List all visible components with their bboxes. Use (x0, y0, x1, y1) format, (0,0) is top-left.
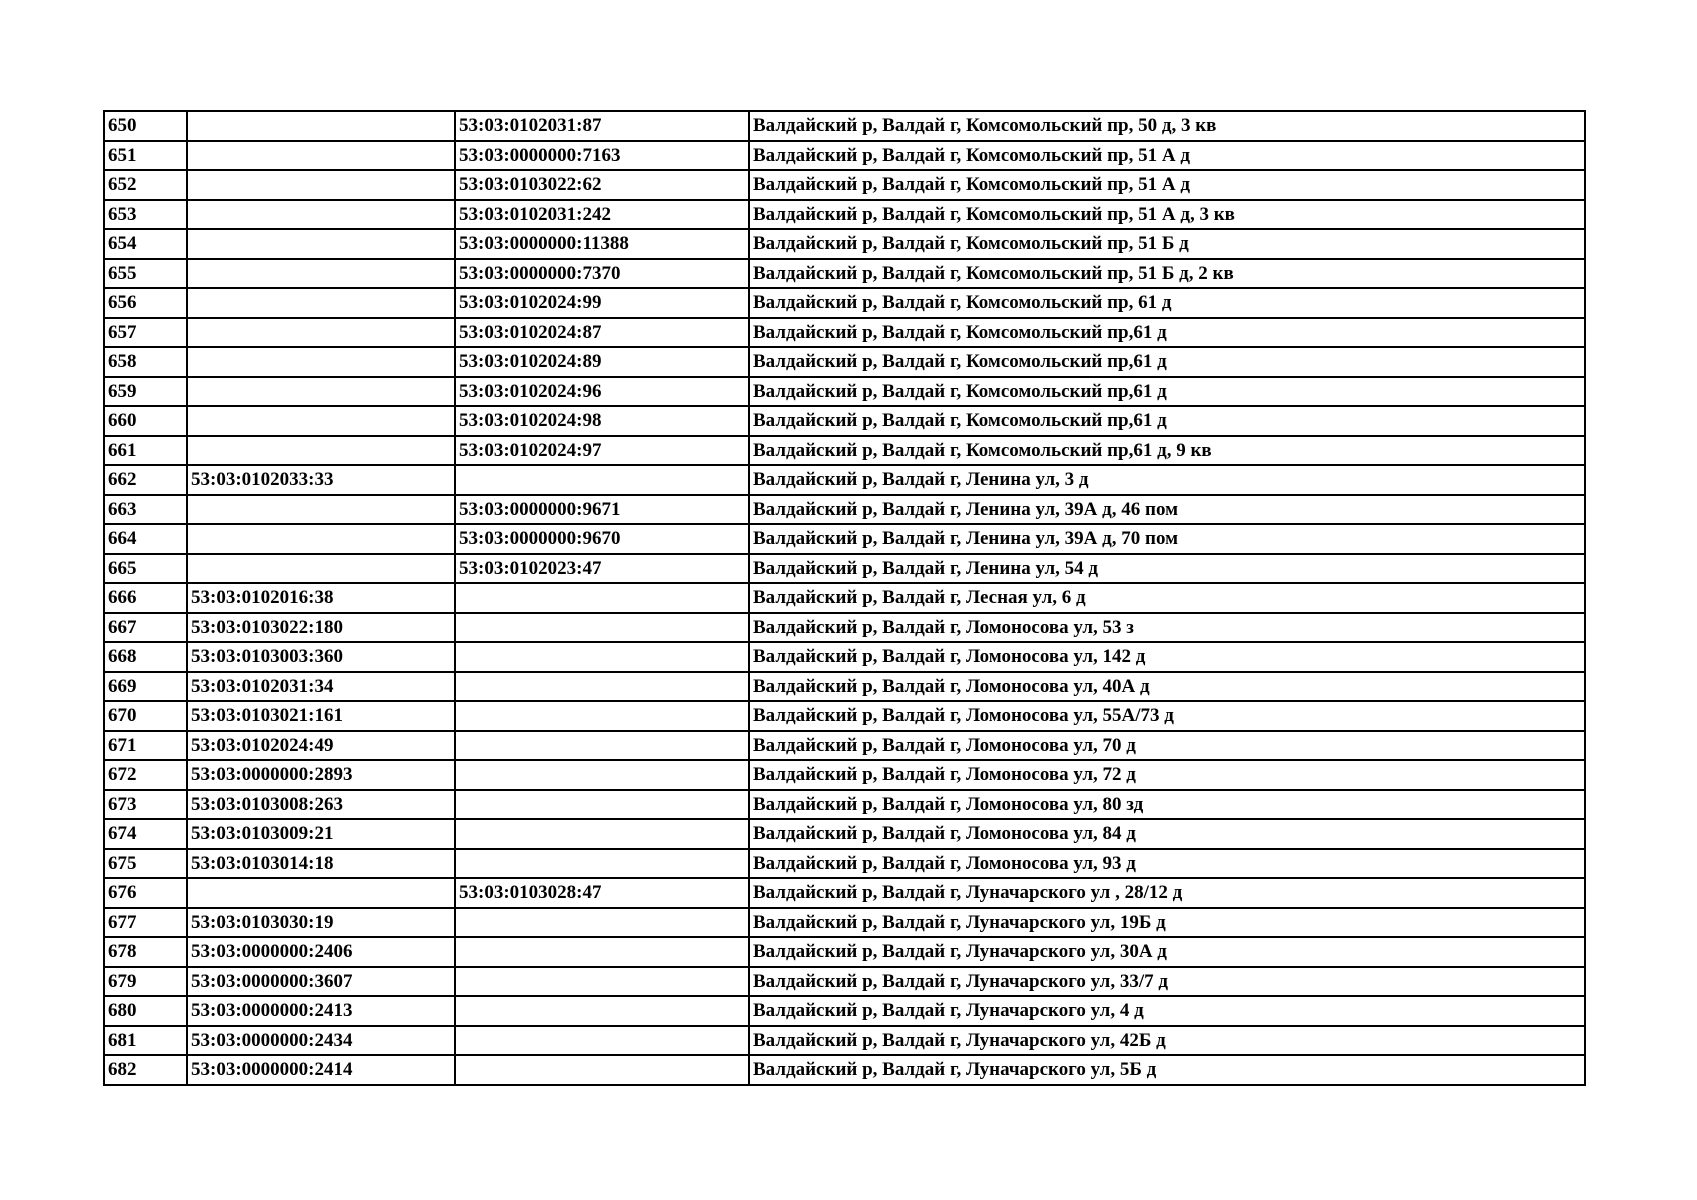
building-cadastral-number-cell: 53:03:0102024:97 (455, 436, 749, 466)
property-registry-table (103, 110, 1586, 1086)
row-number-cell: 651 (104, 141, 187, 171)
table-row (104, 878, 1585, 908)
building-cadastral-number-cell (455, 1026, 749, 1056)
table-row (104, 170, 1585, 200)
address-cell: Валдайский р, Валдай г, Ленина ул, 39А д, 46 пом (749, 495, 1585, 525)
table-row (104, 524, 1585, 554)
land-cadastral-number-cell: 53:03:0103008:263 (187, 790, 455, 820)
address-cell: Валдайский р, Валдай г, Комсомольский пр, 51 Б д, 2 кв (749, 259, 1585, 289)
land-cadastral-number-cell (187, 318, 455, 348)
building-cadastral-number-cell: 53:03:0000000:11388 (455, 229, 749, 259)
table-row (104, 583, 1585, 613)
building-cadastral-number-cell (455, 1055, 749, 1085)
address-cell: Валдайский р, Валдай г, Ленина ул, 39А д, 70 пом (749, 524, 1585, 554)
land-cadastral-number-cell (187, 288, 455, 318)
row-number-cell: 677 (104, 908, 187, 938)
table-row (104, 288, 1585, 318)
building-cadastral-number-cell (455, 937, 749, 967)
table-row (104, 642, 1585, 672)
building-cadastral-number-cell (455, 819, 749, 849)
row-number-cell: 650 (104, 111, 187, 141)
land-cadastral-number-cell: 53:03:0000000:2434 (187, 1026, 455, 1056)
land-cadastral-number-cell: 53:03:0000000:2893 (187, 760, 455, 790)
building-cadastral-number-cell: 53:03:0102024:87 (455, 318, 749, 348)
row-number-cell: 682 (104, 1055, 187, 1085)
table-row (104, 1055, 1585, 1085)
address-cell: Валдайский р, Валдай г, Луначарского ул, 33/7 д (749, 967, 1585, 997)
land-cadastral-number-cell (187, 436, 455, 466)
address-cell: Валдайский р, Валдай г, Комсомольский пр, 61 д (749, 288, 1585, 318)
land-cadastral-number-cell (187, 878, 455, 908)
building-cadastral-number-cell: 53:03:0102024:99 (455, 288, 749, 318)
land-cadastral-number-cell: 53:03:0102033:33 (187, 465, 455, 495)
building-cadastral-number-cell: 53:03:0103022:62 (455, 170, 749, 200)
row-number-cell: 655 (104, 259, 187, 289)
address-cell: Валдайский р, Валдай г, Комсомольский пр,61 д (749, 406, 1585, 436)
land-cadastral-number-cell (187, 229, 455, 259)
row-number-cell: 678 (104, 937, 187, 967)
building-cadastral-number-cell (455, 613, 749, 643)
land-cadastral-number-cell: 53:03:0000000:3607 (187, 967, 455, 997)
land-cadastral-number-cell: 53:03:0103021:161 (187, 701, 455, 731)
table-row (104, 613, 1585, 643)
row-number-cell: 653 (104, 200, 187, 230)
building-cadastral-number-cell (455, 583, 749, 613)
land-cadastral-number-cell (187, 406, 455, 436)
table-row (104, 790, 1585, 820)
building-cadastral-number-cell (455, 908, 749, 938)
building-cadastral-number-cell (455, 672, 749, 702)
table-row (104, 377, 1585, 407)
building-cadastral-number-cell (455, 760, 749, 790)
table-row (104, 760, 1585, 790)
address-cell: Валдайский р, Валдай г, Луначарского ул, 30А д (749, 937, 1585, 967)
building-cadastral-number-cell: 53:03:0000000:9671 (455, 495, 749, 525)
address-cell: Валдайский р, Валдай г, Комсомольский пр,61 д, 9 кв (749, 436, 1585, 466)
table-row (104, 318, 1585, 348)
row-number-cell: 654 (104, 229, 187, 259)
land-cadastral-number-cell (187, 554, 455, 584)
building-cadastral-number-cell: 53:03:0000000:9670 (455, 524, 749, 554)
building-cadastral-number-cell: 53:03:0102024:89 (455, 347, 749, 377)
land-cadastral-number-cell: 53:03:0103009:21 (187, 819, 455, 849)
building-cadastral-number-cell (455, 996, 749, 1026)
address-cell: Валдайский р, Валдай г, Комсомольский пр, 50 д, 3 кв (749, 111, 1585, 141)
table-row (104, 554, 1585, 584)
row-number-cell: 657 (104, 318, 187, 348)
row-number-cell: 656 (104, 288, 187, 318)
address-cell: Валдайский р, Валдай г, Ломоносова ул, 84 д (749, 819, 1585, 849)
row-number-cell: 671 (104, 731, 187, 761)
address-cell: Валдайский р, Валдай г, Луначарского ул, 5Б д (749, 1055, 1585, 1085)
row-number-cell: 680 (104, 996, 187, 1026)
address-cell: Валдайский р, Валдай г, Луначарского ул, 19Б д (749, 908, 1585, 938)
building-cadastral-number-cell: 53:03:0103028:47 (455, 878, 749, 908)
row-number-cell: 668 (104, 642, 187, 672)
land-cadastral-number-cell (187, 141, 455, 171)
address-cell: Валдайский р, Валдай г, Комсомольский пр, 51 А д (749, 170, 1585, 200)
land-cadastral-number-cell: 53:03:0103022:180 (187, 613, 455, 643)
address-cell: Валдайский р, Валдай г, Луначарского ул, 4 д (749, 996, 1585, 1026)
address-cell: Валдайский р, Валдай г, Ломоносова ул, 55А/73 д (749, 701, 1585, 731)
table-row (104, 347, 1585, 377)
land-cadastral-number-cell: 53:03:0000000:2413 (187, 996, 455, 1026)
table-row (104, 229, 1585, 259)
address-cell: Валдайский р, Валдай г, Ломоносова ул, 93 д (749, 849, 1585, 879)
address-cell: Валдайский р, Валдай г, Ломоносова ул, 70 д (749, 731, 1585, 761)
land-cadastral-number-cell: 53:03:0000000:2414 (187, 1055, 455, 1085)
table-row (104, 436, 1585, 466)
address-cell: Валдайский р, Валдай г, Комсомольский пр,61 д (749, 318, 1585, 348)
building-cadastral-number-cell (455, 849, 749, 879)
address-cell: Валдайский р, Валдай г, Ленина ул, 3 д (749, 465, 1585, 495)
building-cadastral-number-cell: 53:03:0102031:87 (455, 111, 749, 141)
table-row (104, 141, 1585, 171)
address-cell: Валдайский р, Валдай г, Лесная ул, 6 д (749, 583, 1585, 613)
address-cell: Валдайский р, Валдай г, Луначарского ул , 28/12 д (749, 878, 1585, 908)
table-row (104, 819, 1585, 849)
land-cadastral-number-cell (187, 259, 455, 289)
row-number-cell: 675 (104, 849, 187, 879)
building-cadastral-number-cell: 53:03:0102023:47 (455, 554, 749, 584)
land-cadastral-number-cell: 53:03:0102031:34 (187, 672, 455, 702)
row-number-cell: 672 (104, 760, 187, 790)
land-cadastral-number-cell (187, 111, 455, 141)
address-cell: Валдайский р, Валдай г, Луначарского ул, 42Б д (749, 1026, 1585, 1056)
address-cell: Валдайский р, Валдай г, Комсомольский пр,61 д (749, 377, 1585, 407)
row-number-cell: 659 (104, 377, 187, 407)
table-row (104, 849, 1585, 879)
table-row (104, 406, 1585, 436)
land-cadastral-number-cell (187, 495, 455, 525)
table-row (104, 111, 1585, 141)
row-number-cell: 665 (104, 554, 187, 584)
row-number-cell: 667 (104, 613, 187, 643)
address-cell: Валдайский р, Валдай г, Ломоносова ул, 72 д (749, 760, 1585, 790)
address-cell: Валдайский р, Валдай г, Ломоносова ул, 40А д (749, 672, 1585, 702)
building-cadastral-number-cell: 53:03:0102024:98 (455, 406, 749, 436)
address-cell: Валдайский р, Валдай г, Комсомольский пр,61 д (749, 347, 1585, 377)
row-number-cell: 660 (104, 406, 187, 436)
table-row (104, 701, 1585, 731)
row-number-cell: 664 (104, 524, 187, 554)
row-number-cell: 669 (104, 672, 187, 702)
table-row (104, 908, 1585, 938)
building-cadastral-number-cell (455, 642, 749, 672)
address-cell: Валдайский р, Валдай г, Комсомольский пр, 51 А д (749, 141, 1585, 171)
table-row (104, 200, 1585, 230)
land-cadastral-number-cell (187, 200, 455, 230)
row-number-cell: 652 (104, 170, 187, 200)
registry-table-body (104, 111, 1585, 1085)
land-cadastral-number-cell (187, 347, 455, 377)
row-number-cell: 676 (104, 878, 187, 908)
land-cadastral-number-cell: 53:03:0102024:49 (187, 731, 455, 761)
table-row (104, 672, 1585, 702)
building-cadastral-number-cell: 53:03:0102031:242 (455, 200, 749, 230)
land-cadastral-number-cell (187, 524, 455, 554)
building-cadastral-number-cell: 53:03:0102024:96 (455, 377, 749, 407)
land-cadastral-number-cell: 53:03:0103003:360 (187, 642, 455, 672)
table-row (104, 967, 1585, 997)
building-cadastral-number-cell (455, 790, 749, 820)
row-number-cell: 670 (104, 701, 187, 731)
address-cell: Валдайский р, Валдай г, Ленина ул, 54 д (749, 554, 1585, 584)
address-cell: Валдайский р, Валдай г, Ломоносова ул, 142 д (749, 642, 1585, 672)
row-number-cell: 681 (104, 1026, 187, 1056)
address-cell: Валдайский р, Валдай г, Комсомольский пр, 51 Б д (749, 229, 1585, 259)
row-number-cell: 679 (104, 967, 187, 997)
row-number-cell: 674 (104, 819, 187, 849)
table-row (104, 937, 1585, 967)
building-cadastral-number-cell (455, 967, 749, 997)
table-row (104, 259, 1585, 289)
row-number-cell: 663 (104, 495, 187, 525)
table-row (104, 731, 1585, 761)
address-cell: Валдайский р, Валдай г, Ломоносова ул, 53 з (749, 613, 1585, 643)
land-cadastral-number-cell (187, 170, 455, 200)
land-cadastral-number-cell: 53:03:0000000:2406 (187, 937, 455, 967)
land-cadastral-number-cell: 53:03:0103030:19 (187, 908, 455, 938)
land-cadastral-number-cell: 53:03:0103014:18 (187, 849, 455, 879)
row-number-cell: 666 (104, 583, 187, 613)
row-number-cell: 673 (104, 790, 187, 820)
building-cadastral-number-cell: 53:03:0000000:7163 (455, 141, 749, 171)
table-row (104, 495, 1585, 525)
row-number-cell: 661 (104, 436, 187, 466)
land-cadastral-number-cell: 53:03:0102016:38 (187, 583, 455, 613)
address-cell: Валдайский р, Валдай г, Комсомольский пр, 51 А д, 3 кв (749, 200, 1585, 230)
row-number-cell: 662 (104, 465, 187, 495)
row-number-cell: 658 (104, 347, 187, 377)
table-row (104, 996, 1585, 1026)
table-row (104, 1026, 1585, 1056)
table-row (104, 465, 1585, 495)
building-cadastral-number-cell (455, 731, 749, 761)
building-cadastral-number-cell (455, 465, 749, 495)
land-cadastral-number-cell (187, 377, 455, 407)
building-cadastral-number-cell (455, 701, 749, 731)
building-cadastral-number-cell: 53:03:0000000:7370 (455, 259, 749, 289)
address-cell: Валдайский р, Валдай г, Ломоносова ул, 80 зд (749, 790, 1585, 820)
